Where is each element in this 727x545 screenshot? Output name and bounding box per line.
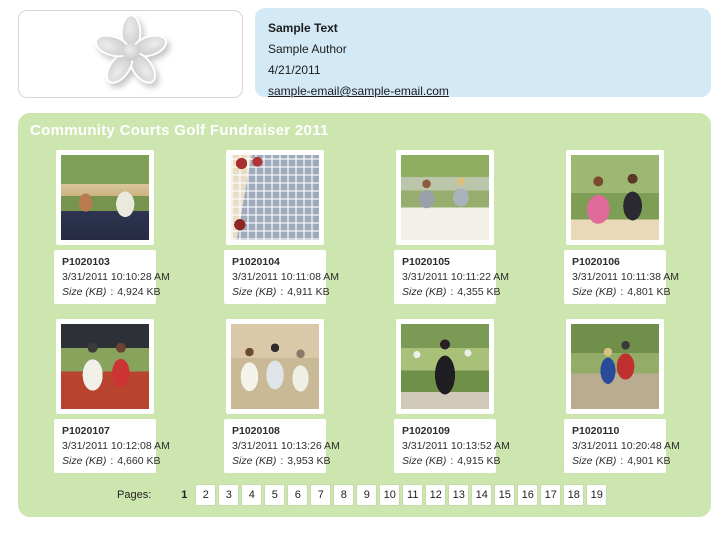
page-link-15[interactable]: 15 [495, 485, 514, 505]
photo-link[interactable] [226, 150, 324, 245]
page-link-4[interactable]: 4 [242, 485, 261, 505]
size-separator: : [110, 455, 114, 467]
photo-name: P1020108 [232, 425, 280, 437]
size-separator: : [280, 286, 284, 298]
photo-cell [564, 319, 680, 473]
page-link-16[interactable]: 16 [518, 485, 537, 505]
info-date: 4/21/2011 [268, 63, 321, 77]
email-link[interactable]: sample-email@sample-email.com [268, 84, 449, 98]
size-value: 4,915 KB [457, 455, 501, 467]
photo-size-line [62, 285, 161, 300]
photo-thumbnail [571, 324, 659, 409]
page-link-18[interactable]: 18 [564, 485, 583, 505]
flower-asterisk-icon [92, 13, 170, 96]
size-label: Size (KB) [572, 286, 617, 298]
photo-size-line [402, 454, 501, 469]
photo-thumbnail [401, 324, 489, 409]
info-title: Sample Text [268, 21, 338, 35]
size-label: Size (KB) [232, 455, 277, 467]
photo-cell [54, 150, 170, 304]
photo-link[interactable] [56, 319, 154, 414]
size-separator: : [280, 455, 284, 467]
photo-caption [224, 250, 340, 304]
page-link-3[interactable]: 3 [219, 485, 238, 505]
page-link-5[interactable]: 5 [265, 485, 284, 505]
page-link-13[interactable]: 13 [449, 485, 468, 505]
photo-caption [394, 419, 510, 473]
size-separator: : [450, 286, 454, 298]
photo-size-line [232, 454, 331, 469]
photo-cell [394, 319, 510, 473]
photo-row-1 [18, 150, 711, 304]
size-separator: : [110, 286, 114, 298]
photo-thumbnail [231, 324, 319, 409]
photo-name: P1020104 [232, 256, 280, 268]
photo-name: P1020107 [62, 425, 110, 437]
photo-size-line [62, 454, 161, 469]
photo-size-line [572, 454, 671, 469]
page-link-19[interactable]: 19 [587, 485, 606, 505]
photo-link[interactable] [566, 150, 664, 245]
photo-cell [564, 150, 680, 304]
size-label: Size (KB) [402, 455, 447, 467]
page-link-2[interactable]: 2 [196, 485, 215, 505]
size-value: 4,911 KB [287, 286, 330, 298]
photo-cell [224, 150, 340, 304]
photo-caption [224, 419, 340, 473]
photo-caption [54, 419, 170, 473]
photo-name: P1020106 [572, 256, 620, 268]
photo-thumbnail [401, 155, 489, 240]
photo-thumbnail [231, 155, 319, 240]
album-title: Community Courts Golf Fundraiser 2011 [30, 122, 329, 139]
page-link-11[interactable]: 11 [403, 485, 422, 505]
photo-datetime: 3/31/2011 10:11:38 AM [572, 271, 680, 283]
photo-size-line [572, 285, 671, 300]
photo-datetime: 3/31/2011 10:13:26 AM [232, 440, 340, 452]
page-link-14[interactable]: 14 [472, 485, 491, 505]
size-label: Size (KB) [402, 286, 447, 298]
photo-name: P1020109 [402, 425, 450, 437]
photo-size-line [232, 285, 330, 300]
info-author: Sample Author [268, 42, 347, 56]
photo-link[interactable] [226, 319, 324, 414]
photo-name: P1020103 [62, 256, 110, 268]
photo-datetime: 3/31/2011 10:12:08 AM [62, 440, 170, 452]
photo-cell [224, 319, 340, 473]
page-link-10[interactable]: 10 [380, 485, 399, 505]
photo-size-line [402, 285, 501, 300]
photo-link[interactable] [396, 150, 494, 245]
photo-caption [54, 250, 170, 304]
photo-datetime: 3/31/2011 10:11:08 AM [232, 271, 340, 283]
page-link-8[interactable]: 8 [334, 485, 353, 505]
album-info-box [255, 8, 711, 97]
photo-link[interactable] [566, 319, 664, 414]
photo-datetime: 3/31/2011 10:11:22 AM [402, 271, 510, 283]
page-link-12[interactable]: 12 [426, 485, 445, 505]
photo-datetime: 3/31/2011 10:10:28 AM [62, 271, 170, 283]
photo-datetime: 3/31/2011 10:20:48 AM [572, 440, 680, 452]
photo-name: P1020105 [402, 256, 450, 268]
photo-caption [564, 419, 680, 473]
page-link-17[interactable]: 17 [541, 485, 560, 505]
photo-link[interactable] [396, 319, 494, 414]
size-separator: : [620, 286, 624, 298]
pages-label: Pages: [117, 489, 152, 501]
size-separator: : [620, 455, 624, 467]
size-value: 3,953 KB [287, 455, 331, 467]
page-current: 1 [181, 489, 188, 501]
photo-name: P1020110 [572, 425, 620, 437]
photo-row-2 [18, 319, 711, 473]
size-value: 4,924 KB [117, 286, 161, 298]
size-value: 4,901 KB [627, 455, 671, 467]
album-panel [18, 113, 711, 517]
pagination [18, 485, 711, 505]
photo-thumbnail [61, 324, 149, 409]
size-value: 4,355 KB [457, 286, 501, 298]
photo-thumbnail [61, 155, 149, 240]
page-link-7[interactable]: 7 [311, 485, 330, 505]
photo-caption [394, 250, 510, 304]
size-label: Size (KB) [232, 286, 277, 298]
size-label: Size (KB) [572, 455, 617, 467]
photo-link[interactable] [56, 150, 154, 245]
size-value: 4,660 KB [117, 455, 161, 467]
logo-link[interactable] [18, 10, 243, 98]
page-link-6[interactable]: 6 [288, 485, 307, 505]
photo-cell [54, 319, 170, 473]
photo-cell [394, 150, 510, 304]
size-value: 4,801 KB [627, 286, 671, 298]
photo-caption [564, 250, 680, 304]
page-link-9[interactable]: 9 [357, 485, 376, 505]
size-label: Size (KB) [62, 286, 107, 298]
photo-thumbnail [571, 155, 659, 240]
size-label: Size (KB) [62, 455, 107, 467]
photo-datetime: 3/31/2011 10:13:52 AM [402, 440, 510, 452]
size-separator: : [450, 455, 454, 467]
